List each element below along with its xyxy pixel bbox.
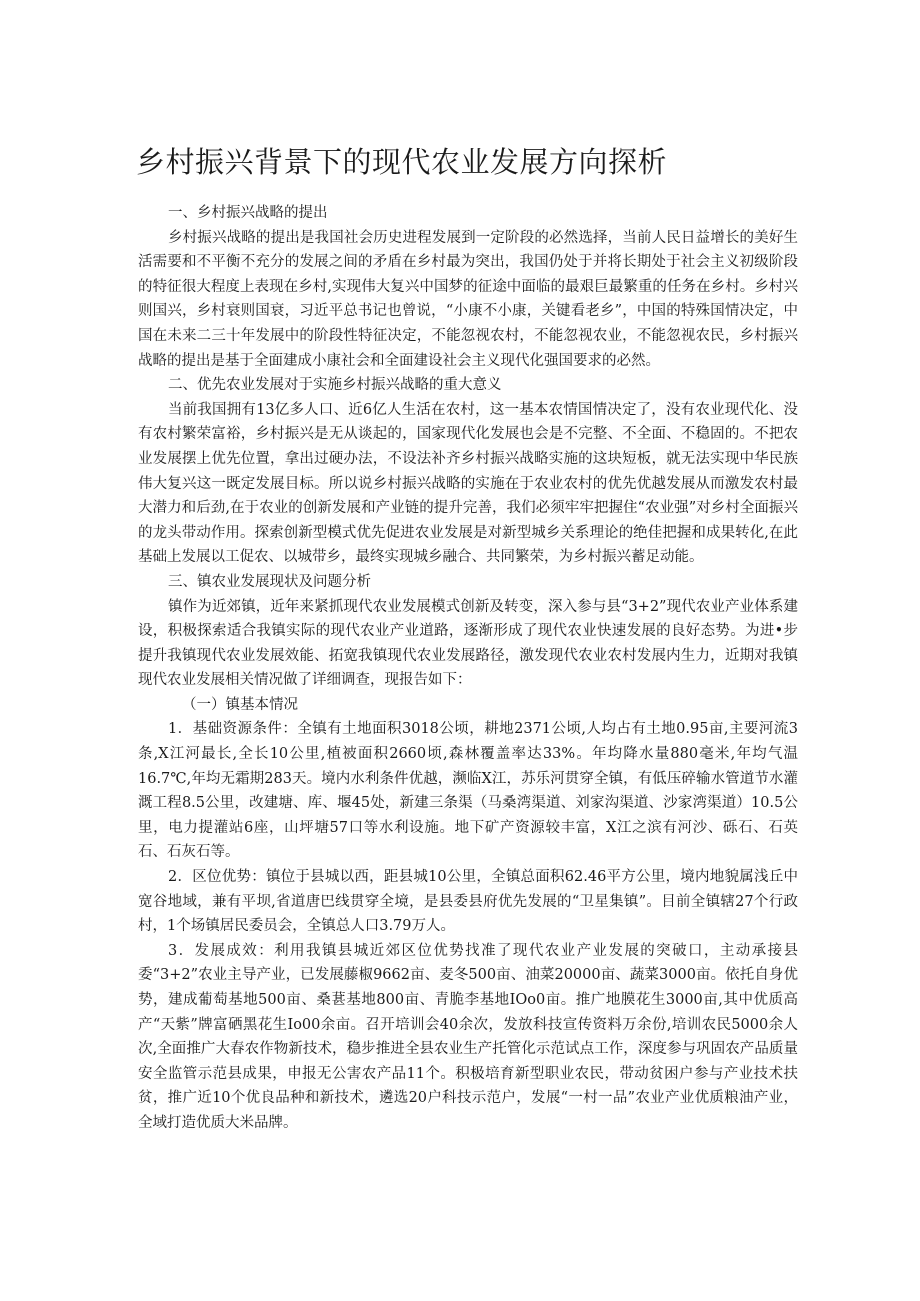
section-2-paragraph: 当前我国拥有13亿多人口、近6亿人生活在农村，这一基本农情国情决定了，没有农业现代化、没有农村繁荣富裕，乡村振兴是无从谈起的，国家现代化发展也会是不完整、不全面、不稳固的。不把农业发展摆上优先位置，拿出过硬办法，不设法补齐乡村振兴战略实施的这块短板，就无法实现中华民族伟大复兴这一既定发展目标。所以说乡村振兴战略的实施在于农业农村的优先优越发展从而激发农村最大潜力和后劲,在于农业的创新发展和产业链的提升完善，我们必须牢牢把握住“农业强”对乡村全面振兴的龙头带动作用。探索创新型模式优先促进农业发展是对新型城乡关系理论的绝佳把握和成果转化,在此基础上发展以工促农、以城带乡，最终实现城乡融合、共同繁荣，为乡村振兴蓄足动能。 bbox=[138, 401, 798, 566]
list-item-location-advantage: 2．区位优势：镇位于县城以西，距县城10公里，全镇总面积62.46平方公里，境内地貌属浅丘中宽谷地域，兼有平坝,省道唐巴线贯穿全境，是县委县府优先发展的“卫星集镇”。目前全镇辖27个行政村，1个场镇居民委员会，全镇总人口3.79万人。 bbox=[138, 869, 798, 935]
section-1-heading: 一、乡村振兴战略的提出 bbox=[168, 205, 328, 221]
document-body bbox=[138, 201, 798, 1136]
list-item-basic-resources: 1．基础资源条件：全镇有土地面积3018公顷，耕地2371公顷,人均占有土地0.95亩,主要河流3条,X江河最长,全长10公里,植被面积2660顷,森林覆盖率达33%。年均降水量880毫米,年均气温16.7℃,年均无霜期283天。境内水利条件优越，濒临X江，苏乐河贯穿全镇，有低压碎输水管道节水灌溉工程8.5公里，改建塘、库、堰45处，新建三条渠（马桑湾渠道、刘家沟渠道、沙家湾渠道）10.5公里，电力提灌站6座，山坪塘57口等水利设施。地下矿产资源较丰富，X江之滨有河沙、砾石、石英石、石灰石等。 bbox=[138, 721, 798, 861]
document-title: 乡村振兴背景下的现代农业发展方向探析 bbox=[136, 145, 668, 179]
section-3-heading: 三、镇农业发展现状及问题分析 bbox=[168, 573, 371, 590]
section-2-heading: 二、优先农业发展对于实施乡村振兴战略的重大意义 bbox=[168, 377, 502, 394]
section-1-paragraph: 乡村振兴战略的提出是我国社会历史进程发展到一定阶段的必然选择，当前人民日益增长的美好生活需要和不平衡不充分的发展之间的矛盾在乡村最为突出，我国仍处于并将长期处于社会主义初级阶段的特征很大程度上表现在乡村,实现伟大复兴中国梦的征途中面临的最艰巨最繁重的任务在乡村。乡村兴则国兴，乡村衰则国衰，习近平总书记也曾说，“小康不小康，关键看老乡”，中国的特殊国情决定，中国在未来二三十年发展中的阶段性特征决定，不能忽视农村，不能忽视农业，不能忽视农民，乡村振兴战略的提出是基于全面建成小康社会和全面建设社会主义现代化强国要求的必然。 bbox=[138, 229, 798, 369]
subsection-1-heading: （一）镇基本情况 bbox=[182, 696, 298, 713]
list-item-development-results: 3．发展成效：利用我镇县城近郊区位优势找准了现代农业产业发展的突破口，主动承接县委“3+2”农业主导产业，已发展藤椒9662亩、麦冬500亩、油菜20000亩、蔬菜3000亩。依托自身优势，建成葡萄基地500亩、桑葚基地800亩、青脆李基地IOo0亩。推广地膜花生3000亩,其中优质高产“天紫”牌富硒黑花生Io00余亩。召开培训会40余次，发放科技宣传资料万余份,培训农民5000余人次,全面推广大春农作物新技术，稳步推进全县农业生产托管化示范试点工作，深度参与巩固农产品质量安全监管示范县成果，申报无公害农产品11个。积极培育新型职业农民，带动贫困户参与产业技术扶贫，推广近10个优良品种和新技术，遴选20户科技示范户，发展“一村一品”农业产业优质粮油产业，全域打造优质大米品牌。 bbox=[138, 942, 798, 1131]
section-3-paragraph: 镇作为近郊镇，近年来紧抓现代农业发展模式创新及转变，深入参与县“3+2”现代农业产业体系建设，积极探索适合我镇实际的现代农业产业道路，逐渐形成了现代农业快速发展的良好态势。为进•步提升我镇现代农业发展效能、拓宽我镇现代农业发展路径，激发现代农业农村发展内生力，近期对我镇现代农业发展相关情况做了详细调查，现报告如下： bbox=[138, 598, 798, 689]
